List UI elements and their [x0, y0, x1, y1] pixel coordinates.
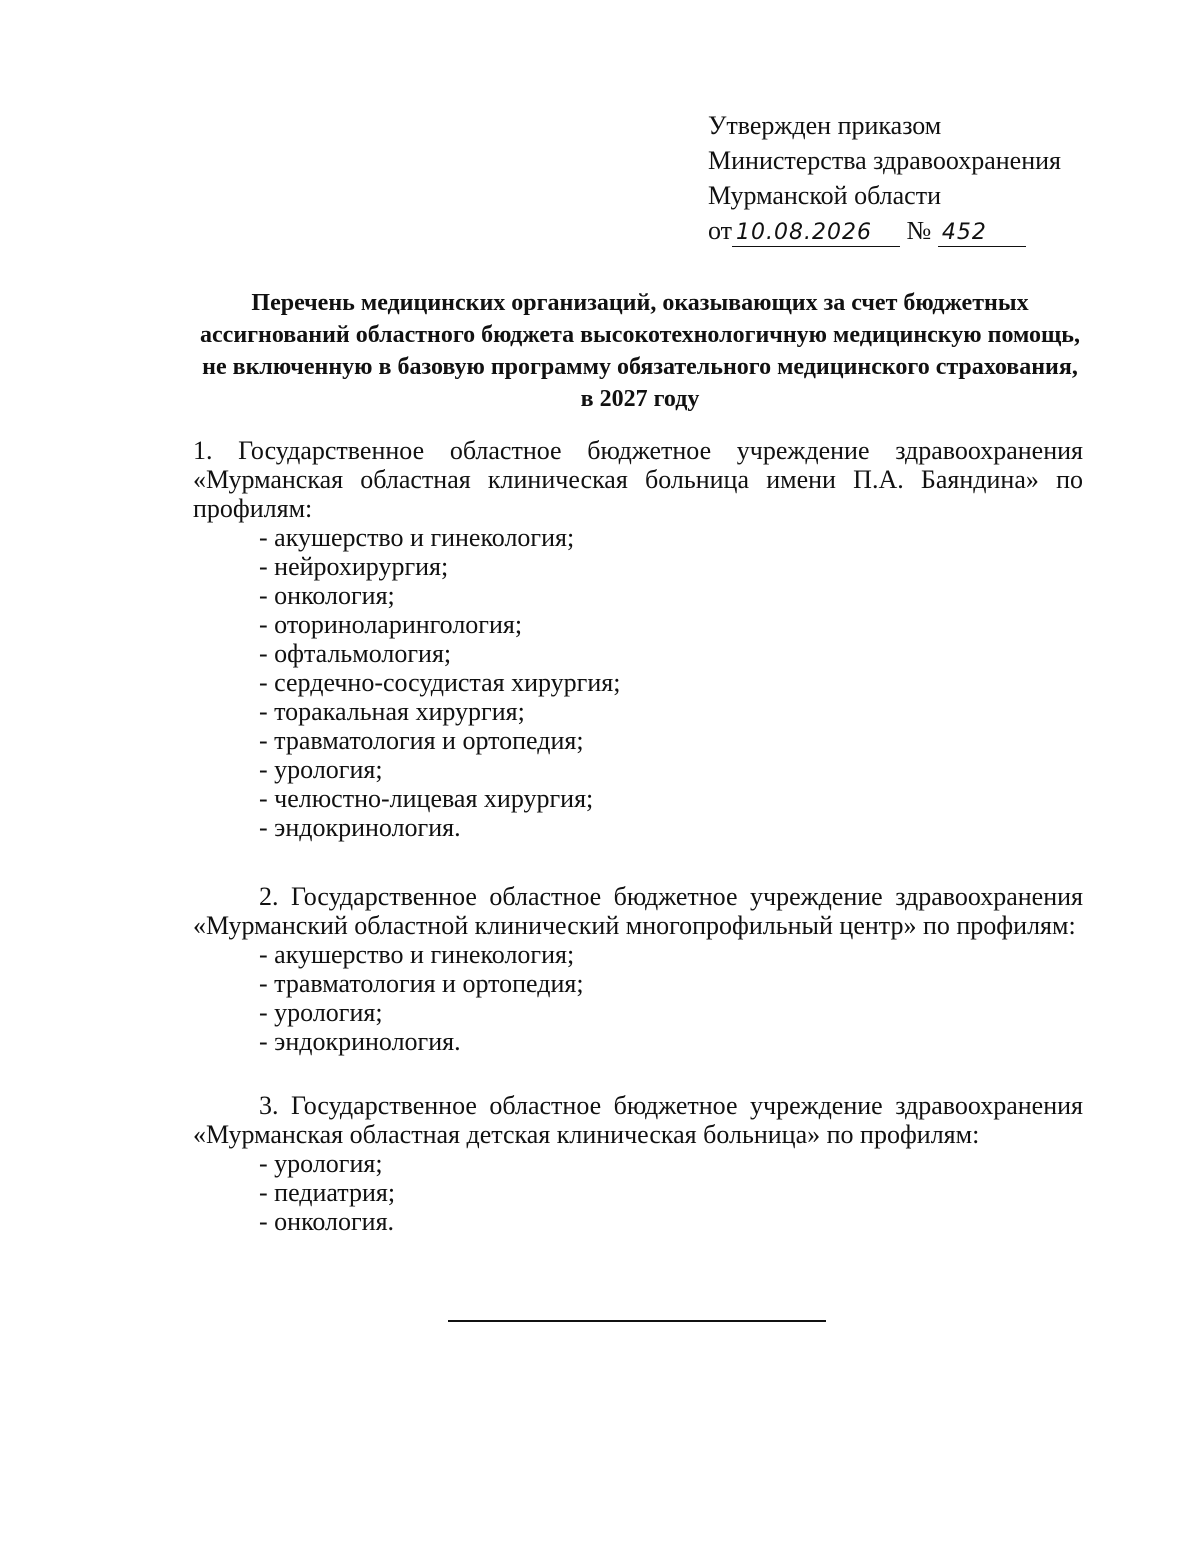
- list-item: - травматология и ортопедия;: [259, 726, 584, 755]
- list-item: - педиатрия;: [259, 1178, 396, 1207]
- list-item: - сердечно-сосудистая хирургия;: [259, 668, 621, 697]
- list-item: - эндокринология.: [259, 813, 461, 842]
- list-item: - урология;: [259, 998, 383, 1027]
- list-item: - оториноларингология;: [259, 610, 523, 639]
- list-item: - челюстно-лицевая хирургия;: [259, 784, 594, 813]
- organization-2-profiles: [193, 940, 1083, 1056]
- organization-1-heading: 1. Государственное областное бюджетное учреждение здравоохранения «Мурманская областная клиническая больница имени П.А. Баяндина» по профилям:: [193, 436, 1083, 523]
- closing-divider: [448, 1320, 826, 1322]
- approval-block: [708, 108, 1061, 248]
- approval-order-line: [708, 213, 1061, 248]
- list-item: - урология;: [259, 755, 383, 784]
- list-item: - торакальная хирургия;: [259, 697, 525, 726]
- organization-1: [193, 436, 1083, 842]
- from-label: от: [708, 216, 733, 245]
- organization-3-profiles: [193, 1149, 1083, 1236]
- approval-line-1: Утвержден приказом: [708, 111, 942, 140]
- number-label: №: [906, 216, 932, 245]
- organization-3-heading: 3. Государственное областное бюджетное учреждение здравоохранения «Мурманская областная детская клиническая больница» по профилям:: [193, 1091, 1083, 1149]
- document-title: Перечень медицинских организаций, оказывающих за счет бюджетных ассигнований областного бюджета высокотехнологичную медицинскую помощь, не включенную в базовую программу обязательного медицинского страхования, в 2027 году: [200, 290, 1080, 412]
- list-item: - акушерство и гинекология;: [259, 940, 575, 969]
- list-item: - онкология.: [259, 1207, 395, 1236]
- list-item: - урология;: [259, 1149, 383, 1178]
- list-item: - онкология;: [259, 581, 395, 610]
- list-item: - нейрохирургия;: [259, 552, 449, 581]
- list-item: - акушерство и гинекология;: [259, 523, 575, 552]
- organization-2: [193, 882, 1083, 1056]
- approval-line-3: Мурманской области: [708, 181, 941, 210]
- approval-line-2: Министерства здравоохранения: [708, 146, 1061, 175]
- organization-3: [193, 1091, 1083, 1236]
- organization-2-heading: 2. Государственное областное бюджетное учреждение здравоохранения «Мурманский областной клинический многопрофильный центр» по профилям:: [193, 882, 1083, 940]
- handwritten-number: 452: [938, 220, 1026, 247]
- organization-1-profiles: [193, 523, 1083, 842]
- handwritten-date: 10.08.2026: [732, 220, 900, 247]
- list-item: - травматология и ортопедия;: [259, 969, 584, 998]
- list-item: - офтальмология;: [259, 639, 452, 668]
- list-item: - эндокринология.: [259, 1027, 461, 1056]
